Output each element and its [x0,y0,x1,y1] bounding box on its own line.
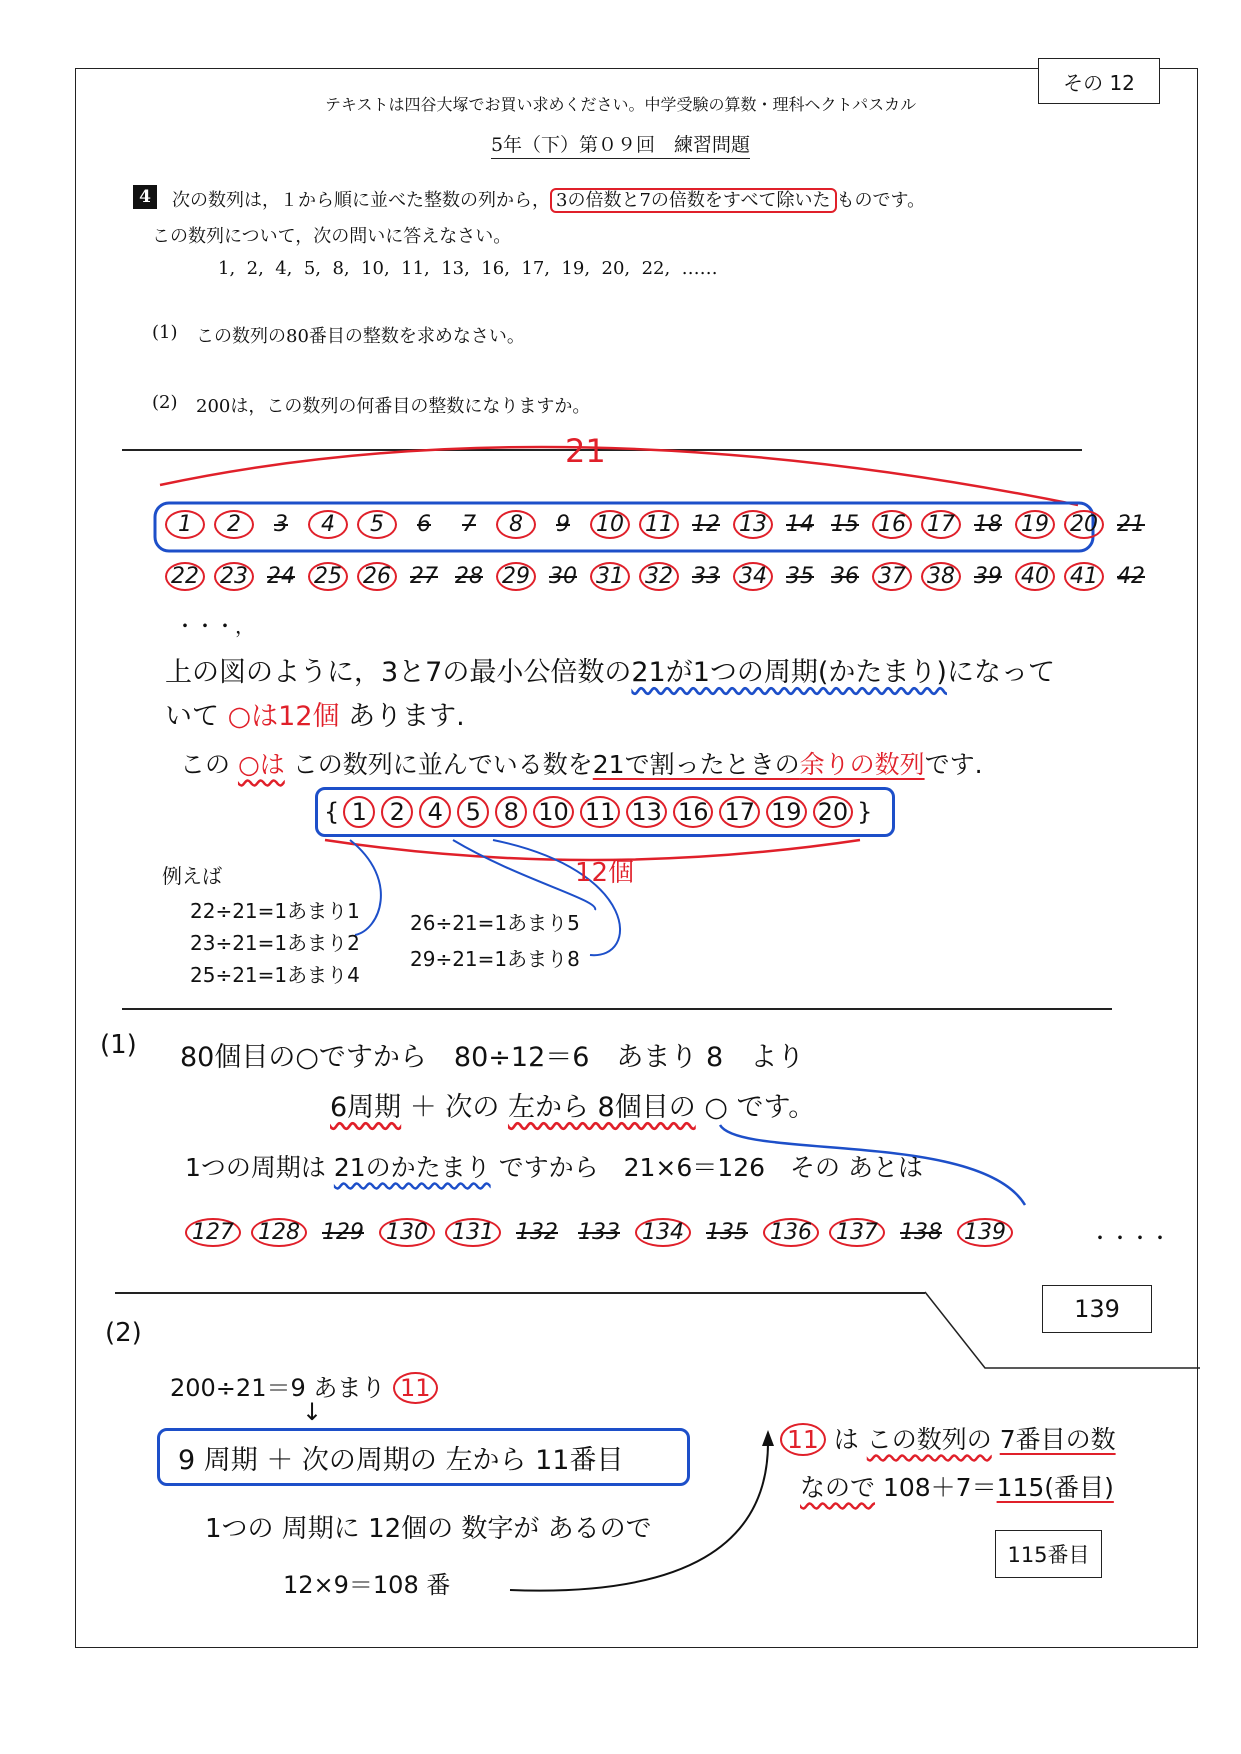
example-4: 26÷21=1あまり5 [410,911,580,935]
statement-part-b: ものです。 [836,190,926,211]
problem-instruction: この数列について，次の問いに答えなさい。 [152,226,512,247]
removed-number: 24 [267,564,295,589]
part2-r2a: なので [800,1473,876,1502]
example-left [190,895,360,991]
explain-3f: です. [924,750,983,779]
remainder-value: 20 [813,796,854,828]
part2-label: (2) [105,1318,142,1348]
remainder-list [343,796,853,828]
part1-2a: 6周期 [330,1092,402,1123]
remainder-value: 2 [381,796,413,828]
removed-number: 9 [556,512,570,537]
explain-2a: いて [165,701,219,732]
question-2-label: (2) [152,392,178,413]
remainder-close-brace: } [857,798,873,826]
explain-3c: この数列に並んでいる数を [292,750,593,779]
part2-1a: 200÷21＝9 あまり [170,1374,386,1402]
kept-number: 4 [308,510,348,539]
removed-number: 27 [410,564,438,589]
remainder-value: 8 [495,796,527,828]
kept-number: 20 [1064,510,1104,539]
period-brace [160,447,1078,505]
removed-number: 138 [900,1220,942,1245]
kept-number: 26 [357,562,397,591]
row-ellipsis: ・・・， [175,614,255,638]
part2-arrowhead [762,1430,774,1446]
number-row-1 [165,510,1149,539]
question-1-label: (1) [152,322,178,343]
part2-answer: 115番目 [995,1530,1102,1578]
removed-number: 39 [974,564,1002,589]
remainder-value: 19 [766,796,807,828]
removed-number: 7 [462,512,476,537]
part1-3c: ですから 21×6＝126 その あとは [498,1153,923,1182]
example-right [410,905,580,977]
kept-number: 131 [445,1218,501,1247]
example-2: 23÷21=1あまり2 [190,931,360,955]
part2-down-arrow: ↓ [302,1398,323,1426]
header-note: テキストは四谷大塚でお買い求めください。中学受験の算数・理科ヘクトパスカル [324,95,917,114]
period-label: 21 [565,432,606,470]
removed-number: 133 [578,1220,620,1245]
remainder-value: 17 [719,796,760,828]
part1-3a: 1つの周期は [185,1153,326,1182]
kept-number: 17 [921,510,961,539]
explain-line-1 [165,650,1055,689]
kept-number: 31 [590,562,630,591]
removed-number: 28 [455,564,483,589]
remainder-value: 1 [343,796,375,828]
kept-number: 127 [185,1218,241,1247]
remainder-value: 4 [419,796,451,828]
kept-number: 8 [496,510,536,539]
remainder-value: 10 [533,796,574,828]
kept-number: 13 [733,510,773,539]
explain-2c: あります. [348,701,465,732]
kept-number: 10 [590,510,630,539]
kept-number: 23 [214,562,254,591]
explain-3e: 余りの数列 [799,750,925,779]
removed-number: 36 [831,564,859,589]
explain-1c: になって [946,657,1055,688]
removed-number: 12 [692,512,720,537]
removed-number: 35 [786,564,814,589]
question-1: この数列の80番目の整数を求めなさい。 [196,326,525,347]
explain-line-3 [180,745,983,781]
removed-number: 30 [549,564,577,589]
kept-number: 130 [379,1218,435,1247]
part1-2d: ○ です。 [704,1092,816,1123]
statement-part-a: 次の数列は，１から順に並べた整数の列から， [172,190,550,211]
part2-line-3: 1つの 周期に 12個の 数字が あるので [205,1514,652,1544]
removed-number: 15 [831,512,859,537]
removed-number: 42 [1117,564,1145,589]
remainder-open-brace: { [324,798,340,826]
explain-1a: 上の図のように，3と7の最小公倍数の [165,657,632,688]
part2-right-1 [780,1420,1116,1456]
page-title-text: 5年（下）第０９回 練習問題 [491,134,750,159]
removed-number: 21 [1117,512,1145,537]
kept-number: 19 [1015,510,1055,539]
removed-number: 132 [516,1220,558,1245]
part1-seq-tail: ・・・・ [1090,1226,1170,1250]
kept-number: 136 [763,1218,819,1247]
part1-sequence [185,1218,1013,1247]
kept-number: 1 [165,510,205,539]
explain-line-2 [165,694,465,733]
part2-r1d: 7番目の数 [999,1425,1116,1454]
kept-number: 137 [829,1218,885,1247]
question-2: 200は，この数列の何番目の整数になりますか。 [196,396,591,417]
kept-number: 37 [872,562,912,591]
kept-number: 41 [1064,562,1104,591]
kept-number: 34 [733,562,773,591]
part2-r2c: 115(番目) [996,1473,1114,1502]
remainder-value: 13 [626,796,667,828]
kept-number: 32 [639,562,679,591]
removed-number: 135 [706,1220,748,1245]
part1-line-2 [330,1085,815,1124]
remainder-box [315,787,895,837]
number-row-2 [165,562,1149,591]
part1-line-3 [185,1148,923,1184]
part2-r1b: は [833,1425,859,1454]
removed-number: 18 [974,512,1002,537]
remainder-value: 16 [673,796,714,828]
explain-3d: 21で割ったときの [592,750,800,779]
part1-label: (1) [100,1030,137,1060]
removed-number: 33 [692,564,720,589]
kept-number: 128 [251,1218,307,1247]
explain-3b: ○は [237,750,285,779]
explain-2b: ○は12個 [227,701,340,732]
remainder-value: 5 [457,796,489,828]
part2-boxed: 9 周期 ＋ 次の周期の 左から 11番目 [157,1428,690,1486]
part2-right-2 [800,1468,1114,1504]
problem-sequence: 1, 2, 4, 5, 8, 10, 11, 13, 16, 17, 19, 20, 22, …… [218,258,718,279]
kept-number: 134 [635,1218,691,1247]
part1-line-1: 80個目の○ですから 80÷12＝6 あまり 8 より [180,1042,805,1073]
kept-number: 2 [214,510,254,539]
kept-number: 139 [957,1218,1013,1247]
part1-2c: 左から 8個目の [507,1092,696,1123]
kept-number: 29 [496,562,536,591]
explain-1b: 21が1つの周期(かたまり) [631,657,947,688]
part2-r2b: 108＋7＝ [882,1473,997,1502]
part2-r1a: 11 [780,1423,826,1456]
removed-number: 129 [322,1220,364,1245]
count-label: 12個 [575,858,635,888]
kept-number: 11 [639,510,679,539]
part1-answer: 139 [1042,1285,1152,1333]
part2-r1c: この数列の [866,1425,992,1454]
kept-number: 38 [921,562,961,591]
problem-number: 4 [133,185,157,209]
part2-1b: 11 [393,1372,438,1404]
kept-number: 40 [1015,562,1055,591]
kept-number: 22 [165,562,205,591]
statement-highlight: 3の倍数と7の倍数をすべて除いた [550,188,837,213]
kept-number: 5 [357,510,397,539]
example-5: 29÷21=1あまり8 [410,947,580,971]
example-arrow-2 [453,840,595,910]
part1-2b: ＋ 次の [409,1092,500,1123]
part2-line-4: 12×9＝108 番 [283,1571,451,1599]
example-1: 22÷21=1あまり1 [190,899,360,923]
kept-number: 25 [308,562,348,591]
example-3: 25÷21=1あまり4 [190,963,360,987]
remainder-value: 11 [580,796,621,828]
removed-number: 3 [274,512,288,537]
page-tag: その 12 [1038,58,1160,104]
removed-number: 14 [786,512,814,537]
example-title: 例えば [162,864,222,888]
kept-number: 16 [872,510,912,539]
part1-3b: 21のかたまり [333,1153,491,1182]
explain-3a: この [180,750,231,779]
removed-number: 6 [417,512,431,537]
